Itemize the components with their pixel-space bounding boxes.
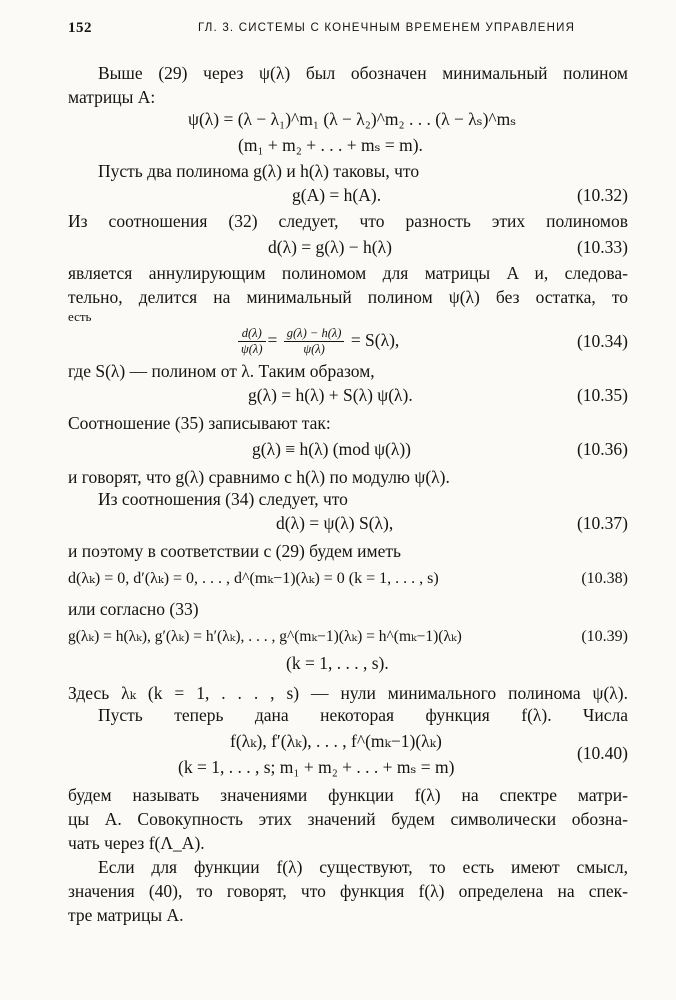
fraction-denominator: ψ(λ) [303, 342, 325, 357]
paragraph-line: Выше (29) через ψ(λ) был обозначен минимальный полином [98, 63, 628, 83]
fraction-numerator: g(λ) − h(λ) [284, 326, 345, 342]
running-title: ГЛ. 3. СИСТЕМЫ С КОНЕЧНЫМ ВРЕМЕНЕМ УПРАВЛЕНИЯ [198, 22, 576, 34]
fraction [284, 326, 345, 357]
equation-number: (10.36) [576, 439, 628, 459]
equation-number: (10.32) [576, 185, 628, 205]
equation-number: (10.37) [576, 513, 628, 533]
equation-number: (10.40) [576, 743, 628, 763]
paragraph-line: матрицы A: [68, 87, 156, 107]
equation-10-37: d(λ) = ψ(λ) S(λ), [276, 513, 394, 533]
fraction-numerator: d(λ) [238, 326, 266, 342]
paragraph-line: Из соотношения (34) следует, что [98, 489, 348, 509]
equation-number: (10.39) [581, 628, 628, 645]
paragraph-line: тельно, делится на минимальный полином ψ(λ) без остатка, то [68, 287, 628, 307]
paragraph-line: Пусть два полинома g(λ) и h(λ) таковы, что [98, 161, 420, 181]
paragraph-line: Здесь λₖ (k = 1, . . . , s) — нули минимального полинома ψ(λ). [68, 683, 628, 703]
paragraph-line: где S(λ) — полином от λ. Таким образом, [68, 361, 375, 381]
paragraph-line: значения (40), то говорят, что функция f(λ) определена на спек- [68, 881, 628, 901]
paragraph-line: Соотношение (35) записывают так: [68, 413, 331, 433]
paragraph-line: чать через f(Λ_A). [68, 833, 205, 853]
paragraph-line: тре матрицы A. [68, 905, 184, 925]
equation-number: (10.33) [576, 237, 628, 257]
paragraph-line: или согласно (33) [68, 599, 199, 619]
equation-10-34: $\frac{d(\lambda)}{\psi(\lambda)}$ = $\frac{g(\lambda) - h(\lambda)}{\psi(\lambda)}$ = S(λ), [236, 318, 399, 362]
paragraph-line: будем называть значениями функции f(λ) на спектре матри- [68, 785, 628, 805]
page-header [68, 20, 628, 44]
equation-10-40-line2: (k = 1, . . . , s; m₁ + m₂ + . . . + mₛ = m) [178, 757, 455, 777]
equation-10-38: d(λₖ) = 0, d′(λₖ) = 0, . . . , d^(mₖ−1)(λₖ) = 0 (k = 1, . . . , s) [68, 570, 439, 587]
equation-psi: ψ(λ) = (λ − λ₁)^m₁ (λ − λ₂)^m₂ . . . (λ − λₛ)^mₛ [188, 109, 517, 129]
paragraph-line: Пусть теперь дана некоторая функция f(λ). Числа [98, 705, 628, 725]
page-number: 152 [68, 20, 92, 36]
equation-sum: (m₁ + m₂ + . . . + mₛ = m). [238, 135, 423, 155]
equation-10-35: g(λ) = h(λ) + S(λ) ψ(λ). [248, 385, 413, 405]
equation-number: (10.34) [576, 331, 628, 351]
paragraph-line: есть [68, 309, 92, 324]
paragraph-line: Из соотношения (32) следует, что разность этих полиномов [68, 211, 628, 231]
paragraph-line: является аннулирующим полиномом для матрицы A и, следова- [68, 263, 628, 283]
paragraph-line: и поэтому в соответствии с (29) будем иметь [68, 541, 402, 561]
equation-condition: (k = 1, . . . , s). [286, 653, 389, 673]
paragraph-line: Если для функции f(λ) существуют, то есть имеют смысл, [98, 857, 628, 877]
equation-10-40-line1: f(λₖ), f′(λₖ), . . . , f^(mₖ−1)(λₖ) [230, 731, 442, 751]
equation-10-33: d(λ) = g(λ) − h(λ) [268, 237, 392, 257]
paragraph-line: цы A. Совокупность этих значений будем символически обозна- [68, 809, 628, 829]
fraction [238, 326, 266, 357]
fraction-denominator: ψ(λ) [241, 342, 263, 357]
equation-number: (10.38) [581, 570, 628, 587]
equation-10-32: g(A) = h(A). [292, 185, 382, 205]
equation-10-36: g(λ) ≡ h(λ) (mod ψ(λ)) [252, 439, 412, 459]
paragraph-line: и говорят, что g(λ) сравнимо с h(λ) по модулю ψ(λ). [68, 467, 450, 487]
equation-10-39: g(λₖ) = h(λₖ), g′(λₖ) = h′(λₖ), . . . , g^(mₖ−1)(λₖ) = h^(mₖ−1)(λₖ) [68, 628, 462, 645]
equation-rhs: = S(λ), [350, 330, 400, 350]
equation-number: (10.35) [576, 385, 628, 405]
